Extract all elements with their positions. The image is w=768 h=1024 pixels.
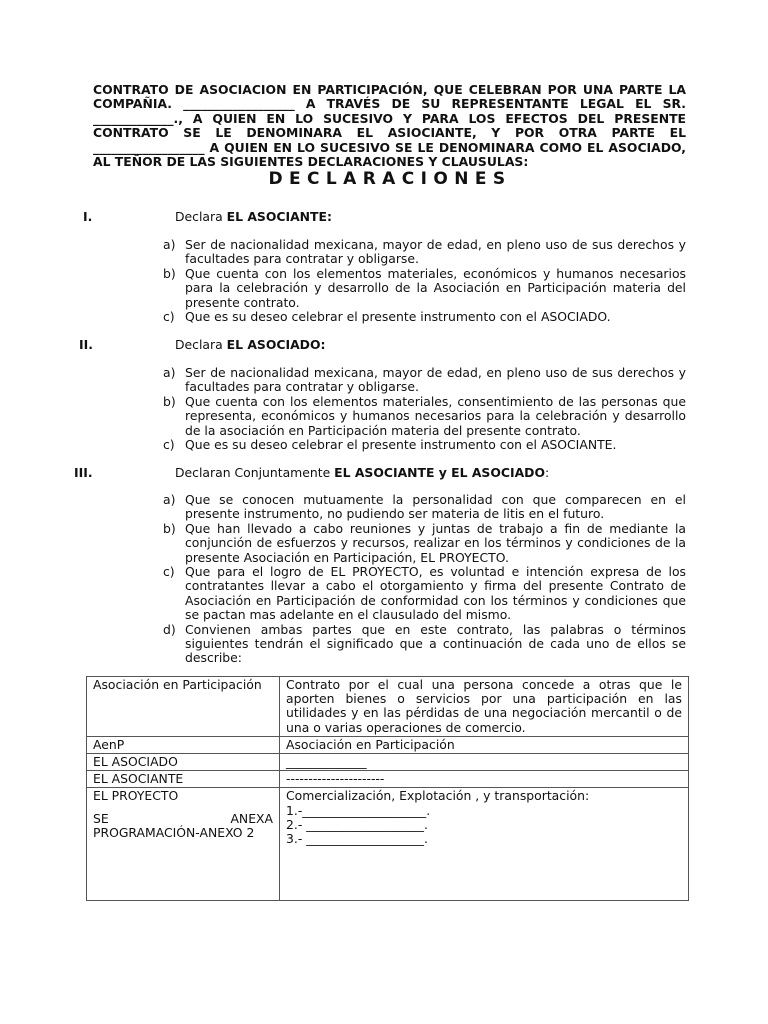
term-cell: AenP bbox=[87, 736, 280, 753]
term-cell bbox=[87, 788, 280, 901]
section-3-number: III. bbox=[74, 465, 93, 480]
list-item: b) Que han llevado a cabo reuniones y juntas de trabajo a fin de mediante la conjunción de esfuerzos y recursos, realizar en los términos y condiciones de la presente Asociación en Participación, EL PROYECTO. bbox=[163, 520, 686, 565]
annex-program: PROGRAMACIÓN-ANEXO 2 bbox=[93, 824, 255, 840]
list-item: a) Que se conocen mutuamente la personalidad con que comparecen en el presente instrumento, no pudiendo ser materia de litis en el futuro. bbox=[163, 492, 686, 522]
list-item: a) Ser de nacionalidad mexicana, mayor de edad, en pleno uso de sus derechos y facultades para contratar y obligarse. bbox=[163, 237, 686, 267]
section-1-label: Declara EL ASOCIANTE: bbox=[175, 209, 332, 224]
meaning-cell: ---------------------- bbox=[280, 771, 689, 788]
section-2-number: II. bbox=[79, 337, 93, 352]
table-row bbox=[87, 677, 689, 737]
list-item: c) Que es su deseo celebrar el presente instrumento con el ASOCIANTE. bbox=[163, 437, 617, 453]
meaning-cell: Contrato por el cual una persona concede a otras que le aporten bienes o servicios por una participación en las utilidades y en las pérdidas de una negociación mercantil o de una o varias operaciones de comercio. bbox=[280, 677, 689, 737]
list-item: b) Que cuenta con los elementos materiales, económicos y humanos necesarios para la celebración y desarrollo de la Asociación en Participación materia del presente contrato. bbox=[163, 265, 686, 310]
list-item: d) Convienen ambas partes que en este contrato, las palabras o términos siguientes tendrán el significado que a continuación de cada uno de ellos se describe: bbox=[163, 621, 686, 666]
meaning-cell bbox=[280, 788, 689, 901]
section-1-number: I. bbox=[83, 209, 93, 224]
project-meaning: Comercialización, Explotación , y transportación: bbox=[286, 788, 590, 804]
table-row bbox=[87, 754, 689, 771]
contract-intro: CONTRATO DE ASOCIACION EN PARTICIPACIÓN, QUE CELEBRAN POR UNA PARTE LA COMPAÑIA. __________________ A TRAVÉS DE SU REPRESENTANTE LEGAL EL SR. _____________., A QUIEN EN LO SUCESIVO Y PARA LOS EFECTOS DEL PRESENTE CONTRATO SE LE DENOMINARA EL ASIOCIANTE, Y POR OTRA PARTE EL __________________ A QUIEN EN LO SUCESIVO SE LE DENOMINARA COMO EL ASOCIADO, AL TEÑOR DE LAS SIGUIENTES DECLARACIONES Y CLAUSULAS: bbox=[93, 82, 686, 170]
list-item: b) Que cuenta con los elementos materiales, consentimiento de las personas que representa, económicos y humanos necesarios para la celebración y desarrollo de la asociación en Participación materia del presente contrato. bbox=[163, 393, 686, 438]
section-1-list bbox=[163, 238, 686, 324]
annex-line: SE ANEXA bbox=[93, 810, 273, 826]
term-cell: EL ASOCIANTE bbox=[87, 771, 280, 788]
term-cell: EL ASOCIADO bbox=[87, 754, 280, 771]
table-row bbox=[87, 788, 689, 901]
project-list-item: 1.-____________________. bbox=[286, 802, 431, 818]
definitions-table bbox=[86, 676, 689, 901]
term-cell: Asociación en Participación bbox=[87, 677, 280, 737]
section-3-label: Declaran Conjuntamente EL ASOCIANTE y EL ASOCIADO: bbox=[175, 465, 550, 480]
list-item: c) Que para el logro de EL PROYECTO, es voluntad e intención expresa de los contratantes llevar a cabo el otorgamiento y firma del presente Contrato de Asociación en Participación de conformidad con los términos y condiciones que se pactan mas adelante en el clausulado del mismo. bbox=[163, 564, 686, 623]
table-row bbox=[87, 771, 689, 788]
table-row bbox=[87, 736, 689, 753]
meaning-cell: _____________ bbox=[280, 754, 689, 771]
project-term: EL PROYECTO bbox=[93, 788, 179, 804]
list-item: a) Ser de nacionalidad mexicana, mayor de edad, en pleno uso de sus derechos y facultades para contratar y obligarse. bbox=[163, 365, 686, 395]
project-list-item: 2.- ___________________. bbox=[286, 816, 428, 832]
section-2-label: Declara EL ASOCIADO: bbox=[175, 337, 326, 352]
project-list-item: 3.- ___________________. bbox=[286, 831, 428, 847]
section-2-list bbox=[163, 366, 686, 452]
declarations-title: DECLARACIONES bbox=[268, 169, 512, 189]
list-item: c) Que es su deseo celebrar el presente instrumento con el ASOCIADO. bbox=[163, 309, 611, 325]
meaning-cell: Asociación en Participación bbox=[280, 736, 689, 753]
section-3-list bbox=[163, 493, 686, 666]
